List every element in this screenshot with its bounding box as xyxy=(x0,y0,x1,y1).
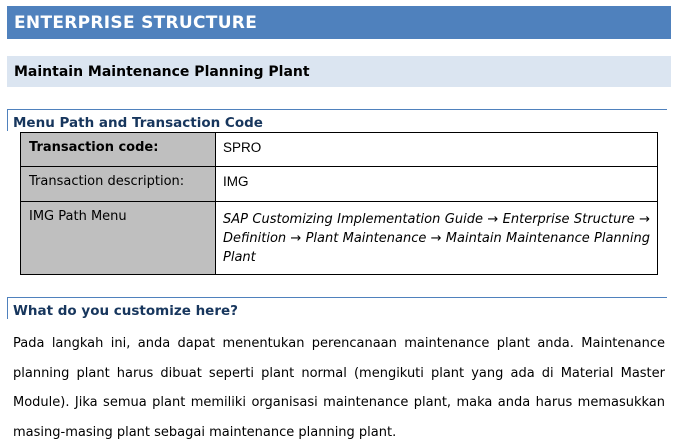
customize-heading: What do you customize here? xyxy=(7,297,667,319)
table-row xyxy=(21,133,658,167)
transaction-description-value: IMG xyxy=(216,167,658,202)
table-row xyxy=(21,167,658,202)
transaction-table xyxy=(20,132,658,275)
img-path-label: IMG Path Menu xyxy=(21,202,216,275)
img-path-value: SAP Customizing Implementation Guide → Enterprise Structure → Definition → Plant Maintenance → Maintain Maintenance Planning Plant xyxy=(216,202,658,275)
customize-description: Pada langkah ini, anda dapat menentukan perencanaan maintenance plant anda. Maintenance planning plant harus dibuat seperti plant normal (mengikuti plant yang ada di Material Master Module). Jika semua plant memiliki organisasi maintenance plant, maka anda harus memasukkan masing-masing plant sebagai maintenance planning plant. xyxy=(13,336,665,440)
menu-path-heading: Menu Path and Transaction Code xyxy=(7,109,667,131)
transaction-code-value: SPRO xyxy=(216,133,658,167)
page-subtitle: Maintain Maintenance Planning Plant xyxy=(7,56,671,87)
table-row xyxy=(21,202,658,275)
transaction-code-label: Transaction code: xyxy=(21,133,216,167)
transaction-description-label: Transaction description: xyxy=(21,167,216,202)
page-banner: ENTERPRISE STRUCTURE xyxy=(7,6,671,39)
